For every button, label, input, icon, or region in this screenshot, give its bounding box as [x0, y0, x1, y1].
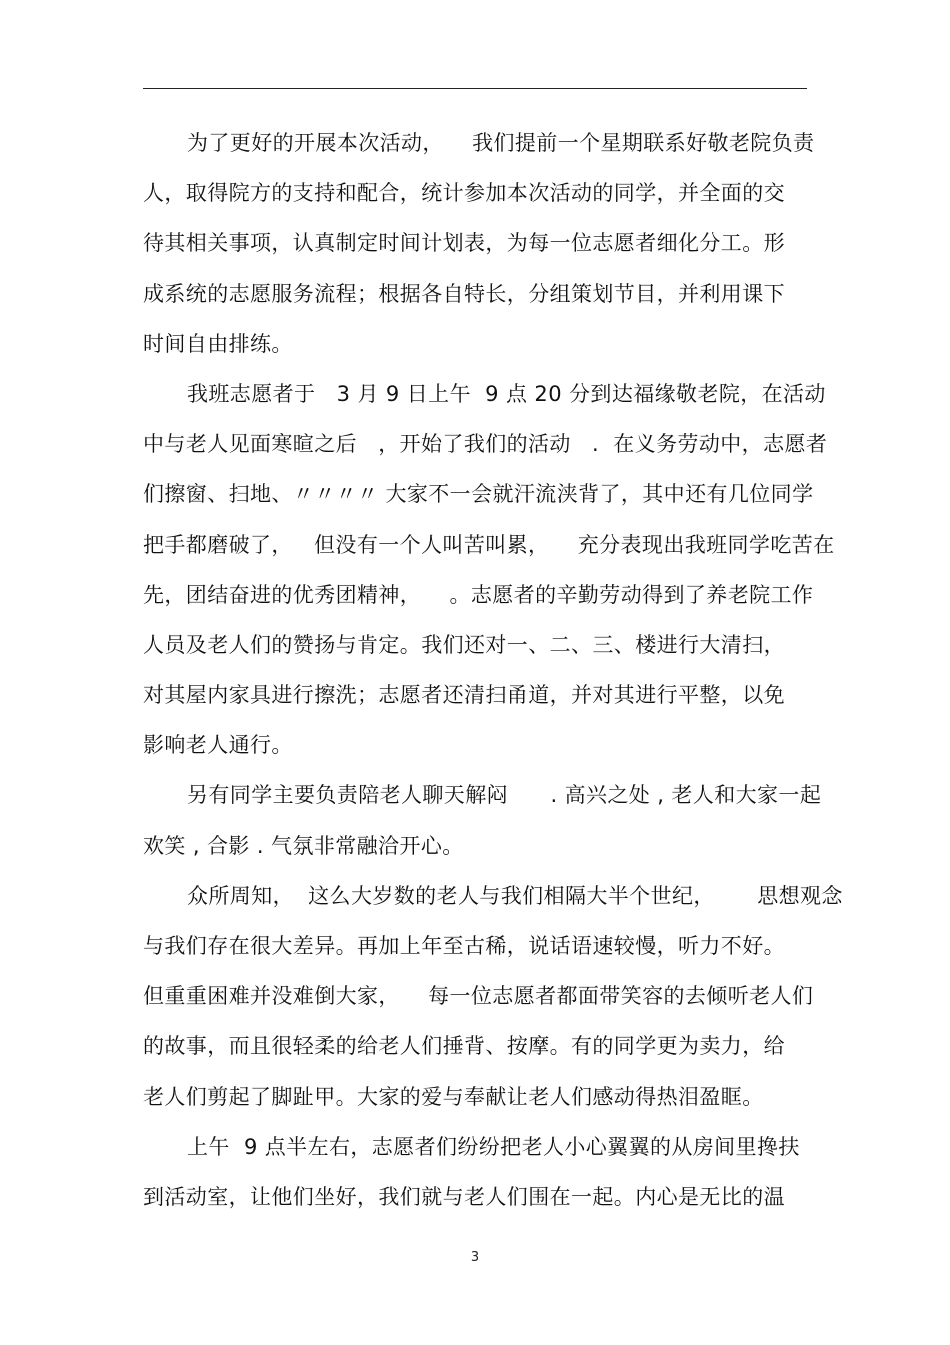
text-line: 的故事，而且很轻柔的给老人们捶背、按摩。有的同学更为卖力，给 [143, 1034, 785, 1059]
text-line: 欢笑 , 合影 . 气氛非常融洽开心。 [143, 833, 464, 858]
text-line: 人，取得院方的支持和配合，统计参加本次活动的同学，并全面的交 [143, 181, 785, 206]
paragraph-caring [143, 871, 843, 1122]
text-line: 时间自由排练。 [143, 331, 293, 356]
paragraph-preparation [143, 118, 823, 369]
text-line: 为了更好的开展本次活动， 我们提前一个星期联系好敬老院负责 [187, 131, 815, 155]
page-number: 3 [470, 1250, 480, 1265]
text-line: 上午 9 点半左右，志愿者们纷纷把老人小心翼翼的从房间里搀扶 [187, 1134, 800, 1159]
text-line: 老人们剪起了脚趾甲。大家的爱与奉献让老人们感动得热泪盈眶。 [143, 1084, 764, 1109]
text-line: 影响老人通行。 [143, 733, 293, 758]
text-line: 对其屋内家具进行擦洗；志愿者还清扫甬道，并对其进行平整，以免 [143, 683, 785, 708]
text-line: 我班志愿者于 3 月 9 日上午 9 点 20 分到达福缘敬老院，在活动 [187, 381, 826, 406]
text-line: 众所周知， 这么大岁数的老人与我们相隔大半个世纪， 思想观念 [187, 883, 843, 908]
paragraph-chatting [143, 770, 823, 870]
text-line: 把手都磨破了， 但没有一个人叫苦叫累， 充分表现出我班同学吃苦在 [143, 532, 835, 557]
text-line: 人员及老人们的赞扬与肯定。我们还对一、二、三、楼进行大清扫， [143, 632, 785, 657]
text-line: 们擦窗、扫地、〃〃〃〃 大家不一会就汗流浃背了，其中还有几位同学 [143, 482, 814, 507]
text-line: 另有同学主要负责陪老人聊天解闷 . 高兴之处 , 老人和大家一起 [187, 783, 822, 808]
paragraph-activity-room [143, 1122, 823, 1222]
text-line: 中与老人见面寒暄之后 ，开始了我们的活动 . 在义务劳动中，志愿者 [143, 432, 828, 457]
paragraph-arrival [143, 369, 835, 771]
body-text [143, 118, 843, 1222]
text-line: 成系统的志愿服务流程；根据各自特长，分组策划节目，并利用课下 [143, 281, 785, 306]
text-line: 但重重困难并没难倒大家， 每一位志愿者都面带笑容的去倾听老人们 [143, 984, 814, 1009]
text-line: 与我们存在很大差异。再加上年至古稀，说话语速较慢，听力不好。 [143, 934, 785, 958]
text-line: 待其相关事项，认真制定时间计划表，为每一位志愿者细化分工。形 [143, 231, 785, 256]
header-rule [143, 88, 807, 89]
text-line: 先，团结奋进的优秀团精神， 。志愿者的辛勤劳动得到了养老院工作 [143, 582, 814, 607]
text-line: 到活动室，让他们坐好，我们就与老人们围在一起。内心是无比的温 [143, 1184, 785, 1209]
